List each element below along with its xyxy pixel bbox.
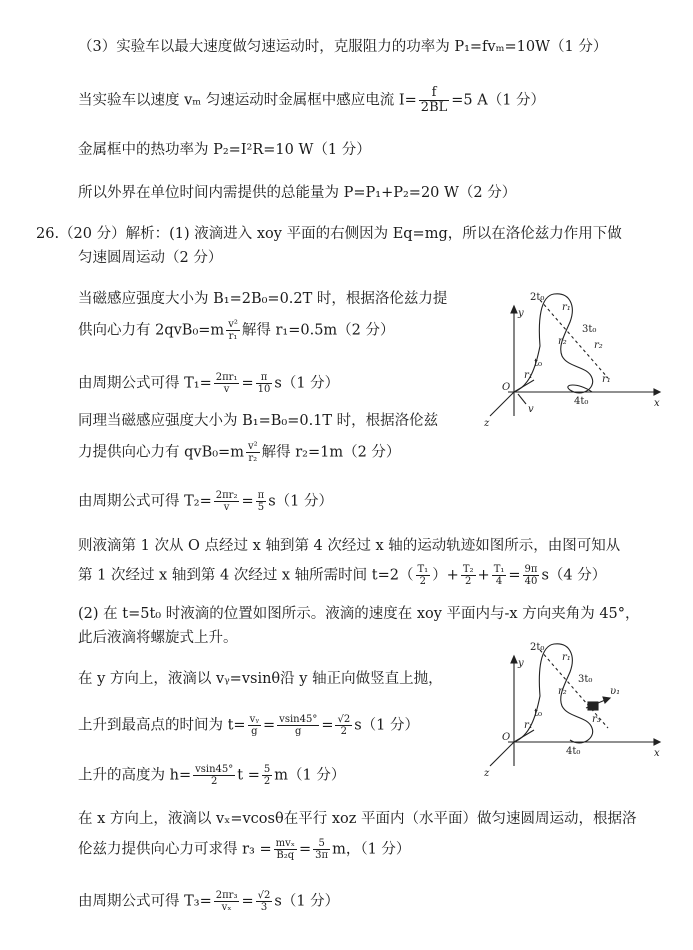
line-total-energy: 所以外界在单位时间内需提供的总能量为 P=P₁+P₂=20 W（2 分） <box>78 185 517 201</box>
v-arrow <box>518 394 526 404</box>
b2-fraction <box>246 441 260 464</box>
label-r1-top: r₁ <box>562 302 571 313</box>
line-t2: 由周期公式可得 T₂= $\frac{\text{2πr₂}}{v}$ = $\frac{\pi}{5}$ s（1 分） <box>78 490 333 513</box>
line-q26-2: 匀速圆周运动（2 分） <box>78 250 223 266</box>
traj-fraction-2 <box>461 564 476 587</box>
velocity-arrow-icon <box>603 697 610 703</box>
line-b1-1: 当磁感应强度大小为 B₁=2B₀=0.2T 时，根据洛伦兹力提 <box>78 291 448 307</box>
rise-eq1: = <box>263 717 276 734</box>
x-axis-arrow-icon <box>654 739 660 745</box>
line-b1-2 <box>78 319 395 342</box>
traj-eq: = <box>508 567 521 584</box>
label-x: x <box>654 398 660 409</box>
label-r1-top: r₁ <box>562 652 571 663</box>
label-v1: υ₁ <box>610 686 621 697</box>
traj-prefix: 第 1 次经过 x 轴到第 4 次经过 x 轴所需时间 t=2（ <box>78 567 414 584</box>
b1-suffix: 解得 r₁=0.5m（2 分） <box>241 322 395 339</box>
t3-prefix: 由周期公式可得 T₃= <box>78 893 212 910</box>
t2-f1-num: 2πr₂ <box>215 490 238 501</box>
trajectory-figure-1 <box>478 286 668 432</box>
t3-suffix: s（1 分） <box>274 893 340 910</box>
traj-f2-num: T₂ <box>462 564 474 575</box>
label-r2: r₂ <box>558 686 567 697</box>
height-f1-den: 2 <box>211 776 218 787</box>
label-z: z <box>484 418 490 429</box>
b2-suffix: 解得 r₂=1m（2 分） <box>261 444 401 461</box>
t3-f2-num: √2 <box>257 890 271 901</box>
traj-f4-num: 9π <box>524 564 538 575</box>
traj-f2-den: 2 <box>465 576 472 587</box>
rise-f2-den: g <box>295 726 302 737</box>
label-2t0: 2t₀ <box>530 292 545 303</box>
t1-f2-num: π <box>256 372 273 384</box>
b2-prefix: 力提供向心力有 qvB₀=m <box>78 444 244 461</box>
r3-f1-den: B₂q <box>276 850 295 861</box>
current-den: 2BL <box>420 100 448 115</box>
r3-f1-num: mvₓ <box>275 838 295 849</box>
traj-suffix: s（4 分） <box>541 567 607 584</box>
label-4t0: 4t₀ <box>574 396 589 407</box>
rise-fraction-1 <box>248 714 261 737</box>
y-axis-arrow-icon <box>511 306 517 313</box>
traj-f1-num: T₁ <box>417 564 429 575</box>
label-z: z <box>484 768 490 779</box>
t2-f2-den: 5 <box>257 502 265 513</box>
t3-f1-num: 2πr₃ <box>215 890 238 901</box>
t1-suffix: s（1 分） <box>274 375 340 392</box>
r3-fraction-1 <box>274 838 297 861</box>
line-y-direction: 在 y 方向上，液滴以 vᵧ=vsinθ沿 y 轴正向做竖直上抛， <box>78 671 443 687</box>
label-x: x <box>654 748 660 759</box>
line-t3: 由周期公式可得 T₃= $\frac{\text{2πr₃}}{\text{vₓ}}$ = $\frac{√2}{3}$ s（1 分） <box>78 890 340 913</box>
line-x-direction-1: 在 x 方向上，液滴以 vₓ=vcosθ在平行 xoz 平面内（水平面）做匀速圆周运动，根据洛 <box>78 811 637 827</box>
height-suffix: m（1 分） <box>274 767 346 784</box>
label-r2: r₂ <box>558 336 567 347</box>
line-x-direction-2: 伦兹力提供向心力可求得 r₃ = $\frac{\text{mvₓ}}{\text{B₂q}}$ = $\frac{5}{3\pi}$ m，（1 分） <box>78 838 411 861</box>
current-suffix: =5 A（1 分） <box>451 92 546 109</box>
t1-f1-num: 2πr₁ <box>215 372 238 383</box>
line-b2-1: 同理当磁感应强度大小为 B₁=B₀=0.1T 时，根据洛伦兹 <box>78 413 439 429</box>
traj-fraction-1 <box>416 564 431 587</box>
label-o: O <box>502 732 511 743</box>
label-3t0: 3t₀ <box>578 674 593 685</box>
height-prefix: 上升的高度为 h= <box>78 767 192 784</box>
r3-f2-den: 3π <box>315 850 329 861</box>
b2-den: r₂ <box>248 453 258 464</box>
label-v: v <box>528 404 534 415</box>
line-p2-1: (2) 在 t=5t₀ 时液滴的位置如图所示。液滴的速度在 xoy 平面内与-x 方向夹角为 45°， <box>78 606 640 622</box>
height-fraction-2 <box>262 764 272 787</box>
current-num: f <box>419 86 449 101</box>
rise-f1-den: g <box>251 726 258 737</box>
line-rise-time <box>78 714 419 737</box>
t2-prefix: 由周期公式可得 T₂= <box>78 493 212 510</box>
t3-fraction-1 <box>214 890 240 913</box>
label-y: y <box>518 658 524 669</box>
rise-eq2: = <box>321 717 334 734</box>
position-marker <box>588 702 598 710</box>
rise-suffix: s（1 分） <box>354 717 419 734</box>
t1-fraction-1 <box>214 372 240 395</box>
r3-prefix: 伦兹力提供向心力可求得 r₃ = <box>78 841 272 858</box>
line-traj-2 <box>78 564 606 587</box>
traj-f1-den: 2 <box>419 576 427 587</box>
t2-f2-num: π <box>257 490 265 501</box>
t1-f2-den: 10 <box>257 384 271 395</box>
height-f1-num: vsin45° <box>195 764 234 775</box>
r3-fraction-2 <box>313 838 330 861</box>
label-r2-right: r₂ <box>594 340 603 351</box>
diagonal-dash <box>540 300 608 378</box>
current-prefix: 当实验车以速度 vₘ 匀速运动时金属框中感应电流 I= <box>78 92 417 109</box>
b2-num: v² <box>247 441 258 452</box>
traj-mid1: ）+ <box>432 567 459 584</box>
traj-f3-num: T₁ <box>493 564 505 575</box>
line-heat-power: 金属框中的热功率为 P₂=I²R=10 W（1 分） <box>78 142 371 158</box>
line-b2-2 <box>78 441 400 464</box>
rise-f2-num: vsin45° <box>279 714 318 725</box>
line-t1: 由周期公式可得 T₁= $\frac{\text{2πr₁}}{v}$ = $\frac{\pi}{10}$ s（1 分） <box>78 372 340 395</box>
rise-fraction-3 <box>335 714 352 737</box>
line-p3-power: （3）实验车以最大速度做匀速运动时，克服阻力的功率为 P₁=fvₘ=10W（1 分） <box>78 39 608 55</box>
traj-plus: + <box>477 567 490 584</box>
label-t0: t₀ <box>534 358 543 369</box>
height-f2-den: 2 <box>263 776 271 787</box>
rise-f3-num: √2 <box>337 714 351 725</box>
line-p2-2: 此后液滴将螺旋式上升。 <box>78 630 238 646</box>
t2-fraction-2 <box>256 490 267 513</box>
line-q26-1: 26.（20 分）解析：(1) 液滴进入 xoy 平面的右侧因为 Eq=mg，所以在洛伦兹力作用下做 <box>36 226 622 242</box>
r3-f2-num: 5 <box>313 838 330 850</box>
x-axis-arrow-icon <box>654 389 660 395</box>
rise-fraction-2 <box>277 714 319 737</box>
t3-fraction-2 <box>256 890 273 913</box>
height-mid: t = <box>237 767 260 784</box>
rise-f1-num: vᵧ <box>249 714 260 725</box>
y-axis-arrow-icon <box>511 656 517 663</box>
b1-prefix: 供向心力有 2qvB₀=m <box>78 322 225 339</box>
traj-f4-den: 40 <box>524 576 538 587</box>
t2-f1-den: v <box>223 502 230 513</box>
t3-f1-den: vₓ <box>221 902 232 913</box>
line-induced-current <box>78 86 545 115</box>
rise-f3-den: 2 <box>340 726 348 737</box>
label-4t0: 4t₀ <box>566 746 581 757</box>
line-traj-1: 则液滴第 1 次从 O 点经过 x 轴到第 4 次经过 x 轴的运动轨迹如图所示，由图可知从 <box>78 538 621 554</box>
t2-fraction-1 <box>214 490 240 513</box>
trajectory-figure-2 <box>478 636 668 782</box>
traj-f3-den: 4 <box>495 576 503 587</box>
label-3t0: 3t₀ <box>582 324 597 335</box>
t1-fraction-2 <box>256 372 273 395</box>
label-o: O <box>502 382 511 393</box>
traj-fraction-4 <box>523 564 540 587</box>
r3-suffix: m，（1 分） <box>332 841 411 858</box>
t3-f2-den: 3 <box>260 902 268 913</box>
traj-fraction-3 <box>492 564 507 587</box>
label-r1-left: r₁ <box>524 370 533 381</box>
height-f2-num: 5 <box>263 764 271 775</box>
z-axis <box>490 742 514 766</box>
b1-num: v² <box>228 319 238 330</box>
current-fraction <box>419 86 449 115</box>
label-2t0: 2t₀ <box>530 642 545 653</box>
height-fraction-1 <box>193 764 235 787</box>
b1-fraction <box>226 319 240 342</box>
label-r1-left: r₁ <box>524 720 533 731</box>
t1-prefix: 由周期公式可得 T₁= <box>78 375 212 392</box>
label-r3: r₃ <box>592 714 601 725</box>
t2-suffix: s（1 分） <box>268 493 333 510</box>
label-t0: t₀ <box>534 708 543 719</box>
z-axis <box>490 392 514 416</box>
line-height <box>78 764 345 787</box>
label-r1-right: r₁ <box>602 374 611 385</box>
t1-f1-den: v <box>223 384 230 395</box>
label-y: y <box>518 308 524 319</box>
rise-prefix: 上升到最高点的时间为 t= <box>78 717 246 734</box>
b1-den: r₁ <box>228 331 238 342</box>
